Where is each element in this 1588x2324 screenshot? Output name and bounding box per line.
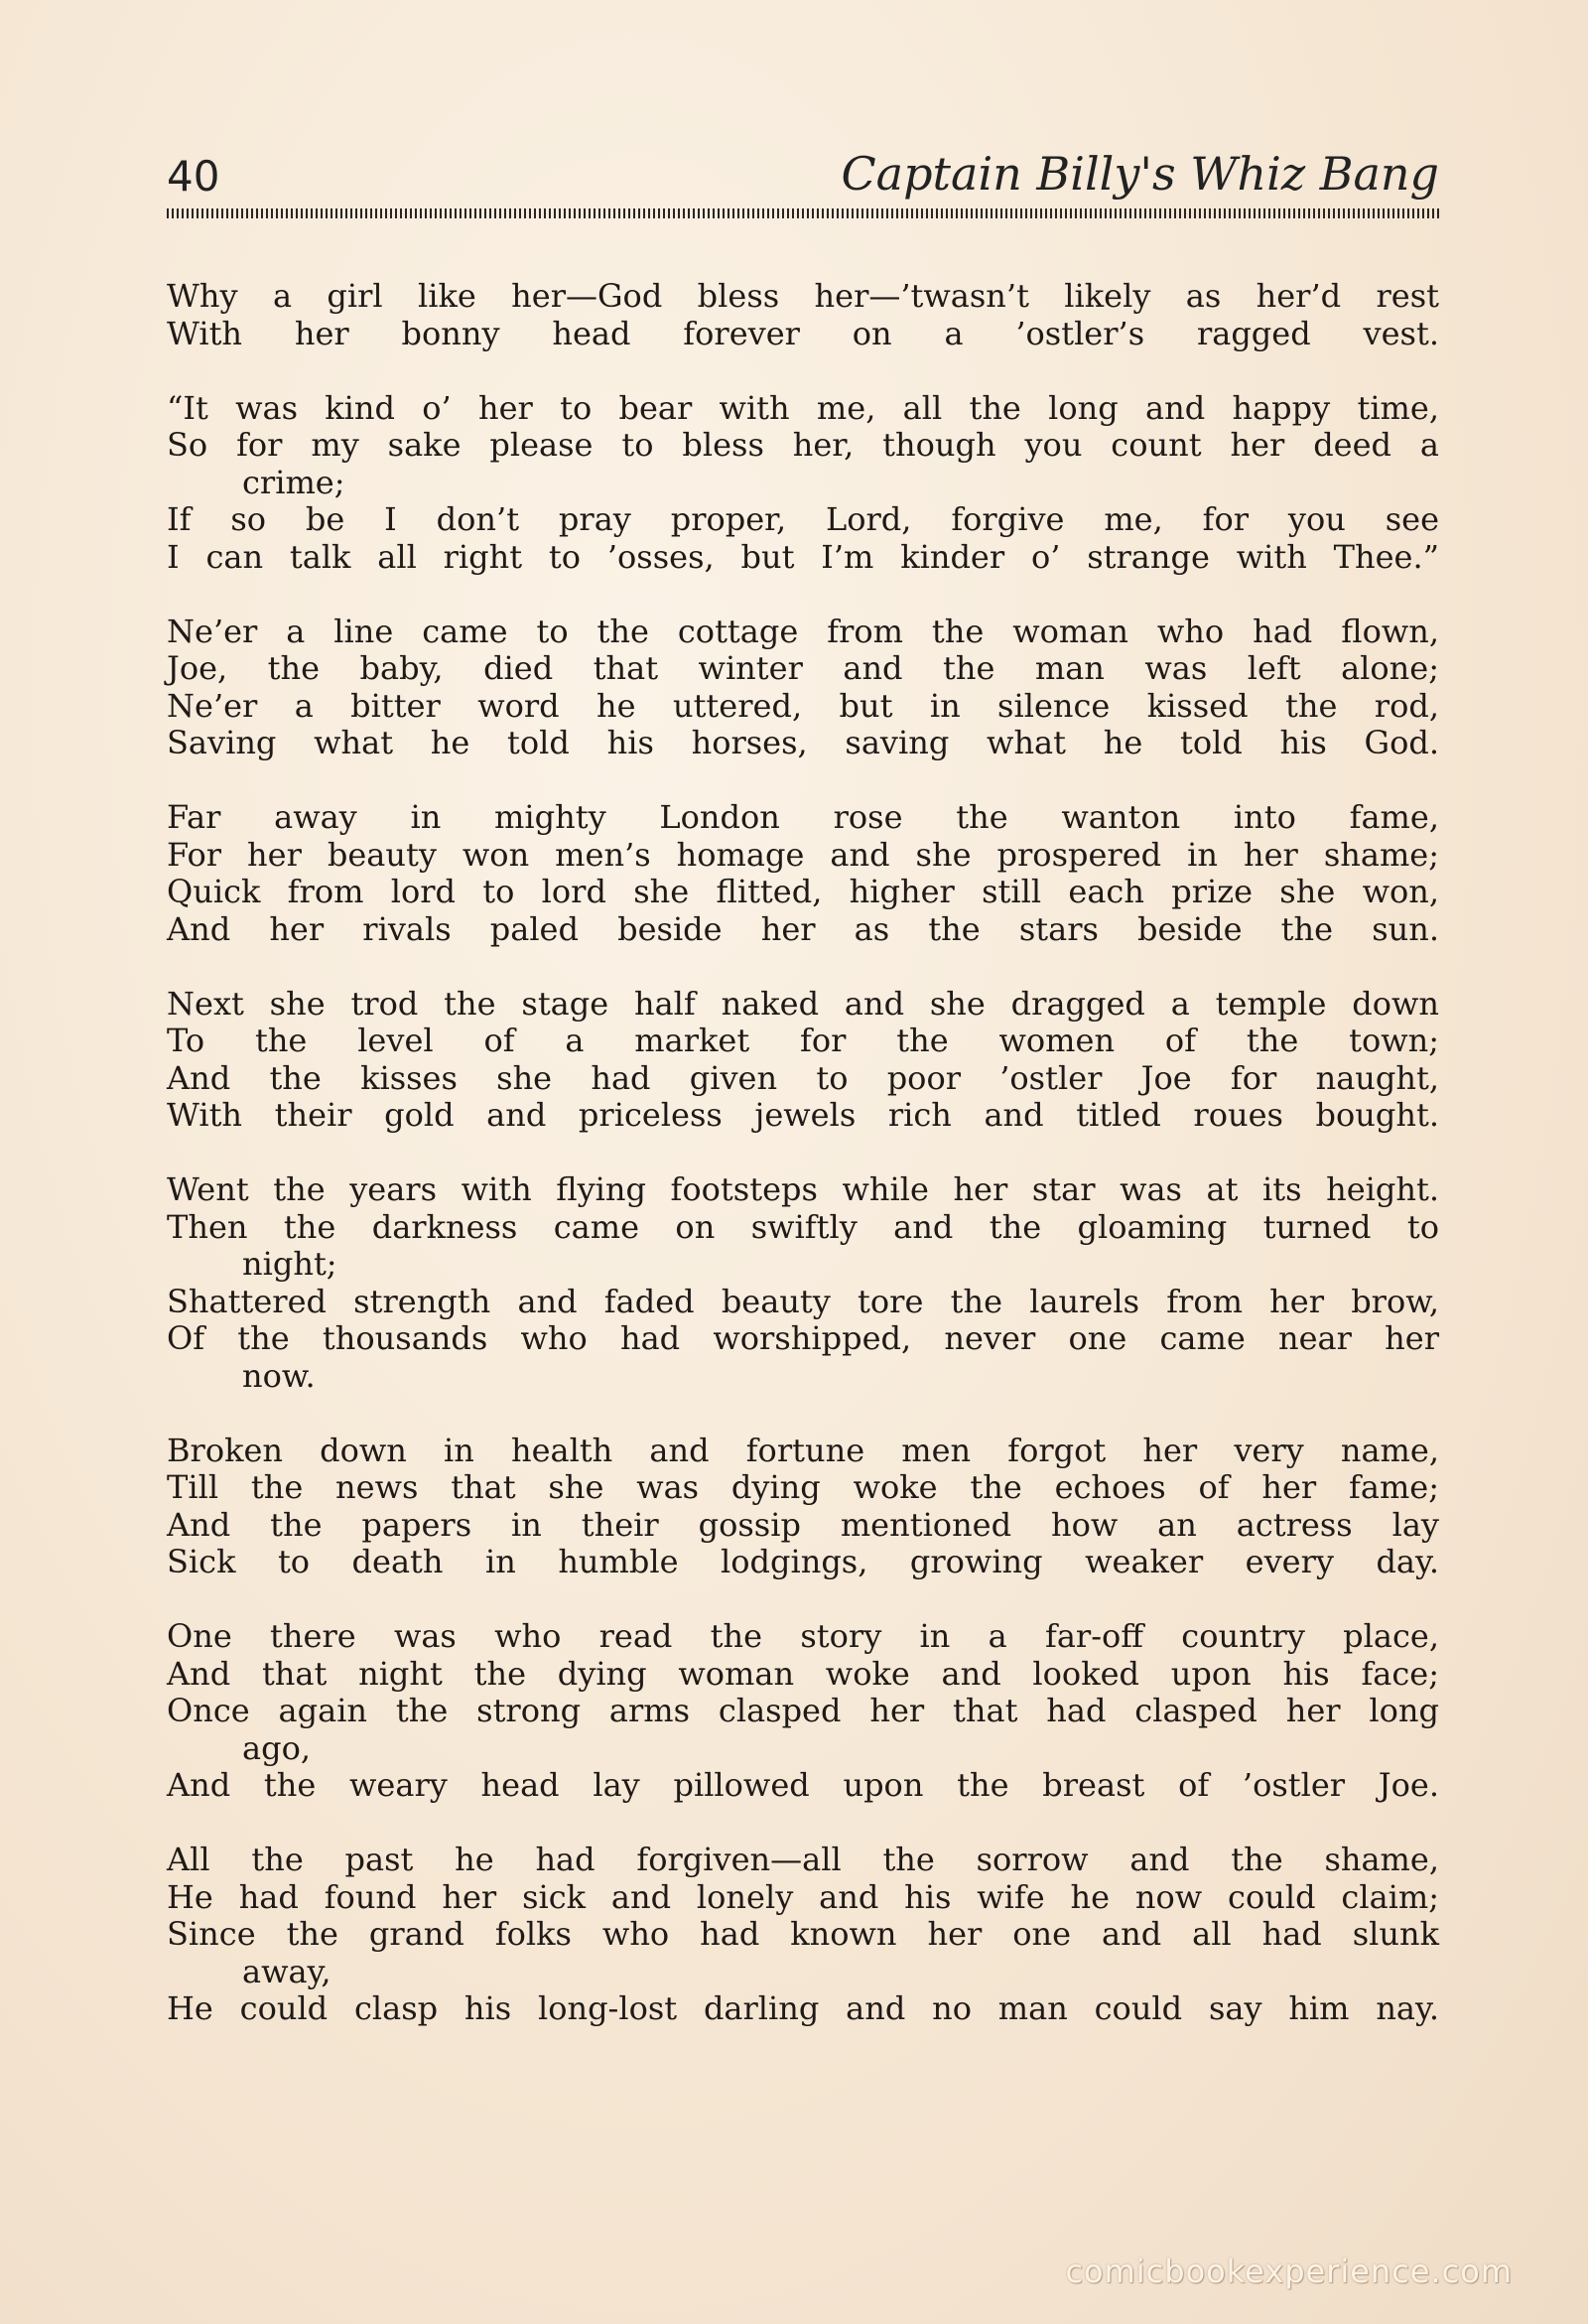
poem-line: Since the grand folks who had known her one and all had slunk [167, 1915, 1439, 1953]
poem-line: And the kisses she had given to poor ’ostler Joe for naught, [167, 1058, 1439, 1097]
poem-line: And the weary head lay pillowed upon the breast of ’ostler Joe. [167, 1766, 1439, 1804]
poem-line: With their gold and priceless jewels rich and titled roues bought. [167, 1096, 1439, 1134]
stanza [167, 799, 1439, 948]
poem-line: One there was who read the story in a far-off country place, [167, 1617, 1439, 1655]
poem-line: Ne’er a bitter word he uttered, but in silence kissed the rod, [167, 686, 1439, 725]
poem-line: Why a girl like her—God bless her—’twasn’t likely as her’d rest [167, 277, 1439, 315]
poem-line: Saving what he told his horses, saving what he told his God. [167, 724, 1439, 761]
poem-line: So for my sake please to bless her, though you count her deed a [167, 426, 1439, 464]
stanza [167, 278, 1439, 352]
stanza [167, 986, 1439, 1135]
poem-line-continuation: crime; [242, 463, 345, 501]
poem-line: If so be I don’t pray proper, Lord, forgive me, for you see [167, 500, 1439, 538]
stanza [167, 390, 1439, 577]
header-rule [167, 208, 1439, 218]
poem-line: For her beauty won men’s homage and she prospered in her shame; [167, 835, 1439, 874]
poem-line: “It was kind o’ her to bear with me, all the long and happy time, [167, 388, 1439, 427]
poem-line: Shattered strength and faded beauty tore the laurels from her brow, [167, 1282, 1439, 1320]
poem-line-continuation: night; [242, 1245, 337, 1283]
stanza [167, 1842, 1439, 2028]
poem-line-continuation: ago, [242, 1728, 311, 1767]
poem-line: All the past he had forgiven—all the sorrow and the shame, [167, 1841, 1439, 1878]
poem-line: Of the thousands who had worshipped, never one came near her [167, 1319, 1439, 1357]
stanza [167, 1433, 1439, 1581]
stanza [167, 1618, 1439, 1805]
poem-line: And the papers in their gossip mentioned how an actress lay [167, 1505, 1439, 1544]
poem-line: To the level of a market for the women of the town; [167, 1022, 1439, 1059]
poem-line: Then the darkness came on swiftly and the gloaming turned to [167, 1207, 1439, 1246]
poem-line-continuation: away, [242, 1952, 331, 1990]
poem-line: He had found her sick and lonely and his wife he now could claim; [167, 1877, 1439, 1916]
poem-line: Next she trod the stage half naked and she dragged a temple down [167, 984, 1439, 1023]
poem-line: And her rivals paled beside her as the stars beside the sun. [167, 909, 1439, 948]
page-header [167, 139, 1439, 201]
page [167, 139, 1439, 2065]
poem-line: Broken down in health and fortune men forgot her very name, [167, 1431, 1439, 1469]
poem-line: Sick to death in humble lodgings, growing weaker every day. [167, 1543, 1439, 1580]
poem-line: Till the news that she was dying woke the echoes of her fame; [167, 1468, 1439, 1506]
poem-line: Ne’er a line came to the cottage from the woman who had flown, [167, 612, 1439, 650]
poem-line: Went the years with flying footsteps while her star was at its height. [167, 1170, 1439, 1208]
poem-line: And that night the dying woman woke and looked upon his face; [167, 1654, 1439, 1693]
poem-line: With her bonny head forever on a ’ostler’s ragged vest. [167, 314, 1439, 352]
poem-line: Joe, the baby, died that winter and the man was left alone; [167, 649, 1439, 687]
stanza [167, 614, 1439, 762]
running-title: Captain Billy's Whiz Bang [841, 147, 1439, 201]
poem-line: He could clasp his long-lost darling and no man could say him nay. [167, 1989, 1439, 2027]
watermark: comicbookexperience.com [1065, 2253, 1513, 2290]
poem-line-continuation: now. [242, 1356, 316, 1395]
page-number: 40 [167, 152, 220, 201]
poem-line: I can talk all right to ’osses, but I’m kinder o’ strange with Thee.” [167, 537, 1439, 576]
poem-line: Quick from lord to lord she flitted, higher still each prize she won, [167, 873, 1439, 910]
poem [167, 278, 1439, 2028]
stanza [167, 1171, 1439, 1395]
poem-line: Far away in mighty London rose the wanton into fame, [167, 798, 1439, 836]
poem-line: Once again the strong arms clasped her that had clasped her long [167, 1692, 1439, 1729]
